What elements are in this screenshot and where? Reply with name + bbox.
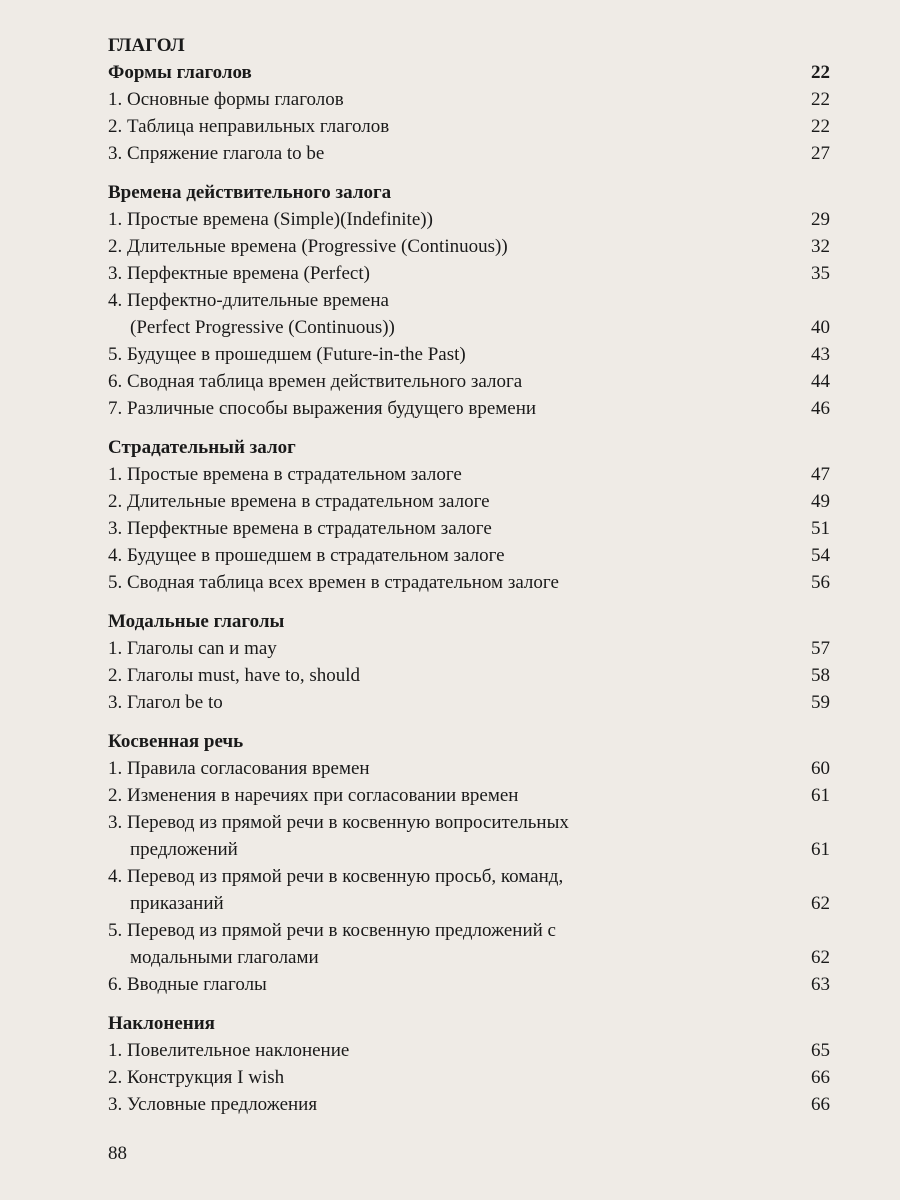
toc-entry xyxy=(108,515,830,542)
toc-entry xyxy=(108,233,830,260)
toc-page-number: 57 xyxy=(811,638,830,659)
toc-entry xyxy=(108,689,830,716)
toc-entry xyxy=(108,140,830,167)
toc-entry-title-continued: предложений xyxy=(130,839,238,860)
toc-entry-title: 4. Перевод из прямой речи в косвенную просьб, команд, xyxy=(108,866,564,887)
table-of-contents xyxy=(108,32,830,1118)
toc-entry-title: 1. Простые времена (Simple)(Indefinite)) xyxy=(108,209,433,230)
toc-entry xyxy=(108,1064,830,1091)
toc-page-number: 29 xyxy=(811,209,830,230)
toc-group xyxy=(108,1010,830,1118)
toc-entry xyxy=(108,113,830,140)
toc-entry xyxy=(108,542,830,569)
toc-entry-title: 3. Перфектные времена (Perfect) xyxy=(108,263,370,284)
toc-entry-title: 2. Длительные времена в страдательном залоге xyxy=(108,491,490,512)
toc-entry-title: 5. Перевод из прямой речи в косвенную предложений с xyxy=(108,920,556,941)
toc-page-number: 35 xyxy=(811,263,830,284)
toc-page-number: 61 xyxy=(811,785,830,806)
toc-entry xyxy=(108,461,830,488)
toc-entry-title-continued: (Perfect Progressive (Continuous)) xyxy=(130,317,395,338)
toc-entry xyxy=(108,287,830,314)
toc-entry-title: 6. Вводные глаголы xyxy=(108,974,267,995)
toc-group-heading-text: Модальные глаголы xyxy=(108,611,285,632)
toc-page-number: 22 xyxy=(811,116,830,137)
toc-page-number: 62 xyxy=(811,947,830,968)
toc-page-number: 65 xyxy=(811,1040,830,1061)
toc-entry xyxy=(108,488,830,515)
toc-group xyxy=(108,434,830,596)
toc-entry-title: 3. Глагол be to xyxy=(108,692,223,713)
toc-entry xyxy=(108,863,830,890)
toc-page-number: 40 xyxy=(811,317,830,338)
toc-page-number: 56 xyxy=(811,572,830,593)
toc-entry-title: 1. Основные формы глаголов xyxy=(108,89,344,110)
toc-group xyxy=(108,728,830,998)
toc-entry xyxy=(108,971,830,998)
toc-entry-title: 2. Глаголы must, have to, should xyxy=(108,665,361,686)
toc-entry xyxy=(108,395,830,422)
toc-entry-continuation xyxy=(108,314,830,341)
toc-page-number: 22 xyxy=(811,89,830,110)
toc-entry xyxy=(108,917,830,944)
toc-entry-title-continued: модальными глаголами xyxy=(130,947,319,968)
toc-entry xyxy=(108,206,830,233)
toc-entry-title: 6. Сводная таблица времен действительного залога xyxy=(108,371,523,392)
toc-page-number: 49 xyxy=(811,491,830,512)
page-number: 88 xyxy=(108,1143,127,1164)
toc-group-heading-text: Времена действительного залога xyxy=(108,182,392,203)
toc-page-number: 63 xyxy=(811,974,830,995)
toc-entry xyxy=(108,1037,830,1064)
toc-entry xyxy=(108,86,830,113)
toc-entry xyxy=(108,341,830,368)
toc-entry-title: 1. Глаголы can и may xyxy=(108,638,277,659)
toc-page-number: 61 xyxy=(811,839,830,860)
toc-page-number: 66 xyxy=(811,1094,830,1115)
toc-group-heading xyxy=(108,59,830,86)
toc-entry-title: 5. Сводная таблица всех времен в страдательном залоге xyxy=(108,572,559,593)
toc-page-number: 60 xyxy=(811,758,830,779)
toc-group xyxy=(108,179,830,422)
toc-entry xyxy=(108,368,830,395)
toc-page-number: 27 xyxy=(811,143,830,164)
toc-entry-title: 1. Простые времена в страдательном залоге xyxy=(108,464,462,485)
toc-group xyxy=(108,608,830,716)
toc-group-heading-text: Страдательный залог xyxy=(108,437,296,458)
toc-entry xyxy=(108,1091,830,1118)
toc-entry-title-continued: приказаний xyxy=(130,893,224,914)
toc-entry-title: 4. Перфектно-длительные времена xyxy=(108,290,389,311)
toc-entry-title: 3. Перевод из прямой речи в косвенную вопросительных xyxy=(108,812,569,833)
toc-page-number: 51 xyxy=(811,518,830,539)
toc-entry xyxy=(108,755,830,782)
toc-page-number: 32 xyxy=(811,236,830,257)
toc-entry-title: 5. Будущее в прошедшем (Future-in-the Past) xyxy=(108,344,466,365)
toc-page-number: 43 xyxy=(811,344,830,365)
toc-page-number: 58 xyxy=(811,665,830,686)
toc-entry-title: 3. Условные предложения xyxy=(108,1094,318,1115)
toc-entry-continuation xyxy=(108,890,830,917)
toc-entry xyxy=(108,662,830,689)
toc-page-number: 66 xyxy=(811,1067,830,1088)
toc-entry xyxy=(108,782,830,809)
toc-entry xyxy=(108,635,830,662)
toc-entry-title: 2. Конструкция I wish xyxy=(108,1067,285,1088)
toc-group-heading-text: Формы глаголов xyxy=(108,62,252,83)
toc-group-heading xyxy=(108,1010,830,1037)
toc-entry-title: 2. Длительные времена (Progressive (Continuous)) xyxy=(108,236,508,257)
toc-page-number: 59 xyxy=(811,692,830,713)
toc-entry-title: 1. Правила согласования времен xyxy=(108,758,370,779)
toc-page-number: 46 xyxy=(811,398,830,419)
toc-entry xyxy=(108,569,830,596)
toc-group xyxy=(108,59,830,167)
toc-page-number: 22 xyxy=(811,62,830,83)
toc-group-heading xyxy=(108,728,830,755)
toc-entry-title: 4. Будущее в прошедшем в страдательном залоге xyxy=(108,545,505,566)
toc-page-number: 47 xyxy=(811,464,830,485)
toc-page-number: 44 xyxy=(811,371,830,392)
toc-entry-title: 3. Перфектные времена в страдательном залоге xyxy=(108,518,492,539)
section-title: ГЛАГОЛ xyxy=(108,35,185,56)
toc-page-number: 54 xyxy=(811,545,830,566)
toc-page-number: 62 xyxy=(811,893,830,914)
toc-entry-title: 2. Изменения в наречиях при согласовании времен xyxy=(108,785,519,806)
toc-entry-title: 7. Различные способы выражения будущего времени xyxy=(108,398,537,419)
toc-entry-title: 2. Таблица неправильных глаголов xyxy=(108,116,390,137)
toc-group-heading xyxy=(108,608,830,635)
toc-group-heading xyxy=(108,434,830,461)
toc-entry-continuation xyxy=(108,836,830,863)
toc-groups xyxy=(108,59,830,1118)
toc-group-heading-text: Наклонения xyxy=(108,1013,215,1034)
toc-entry-continuation xyxy=(108,944,830,971)
toc-entry-title: 3. Спряжение глагола to be xyxy=(108,143,325,164)
toc-group-heading-text: Косвенная речь xyxy=(108,731,244,752)
toc-entry xyxy=(108,809,830,836)
toc-group-heading xyxy=(108,179,830,206)
toc-entry-title: 1. Повелительное наклонение xyxy=(108,1040,350,1061)
toc-entry xyxy=(108,260,830,287)
